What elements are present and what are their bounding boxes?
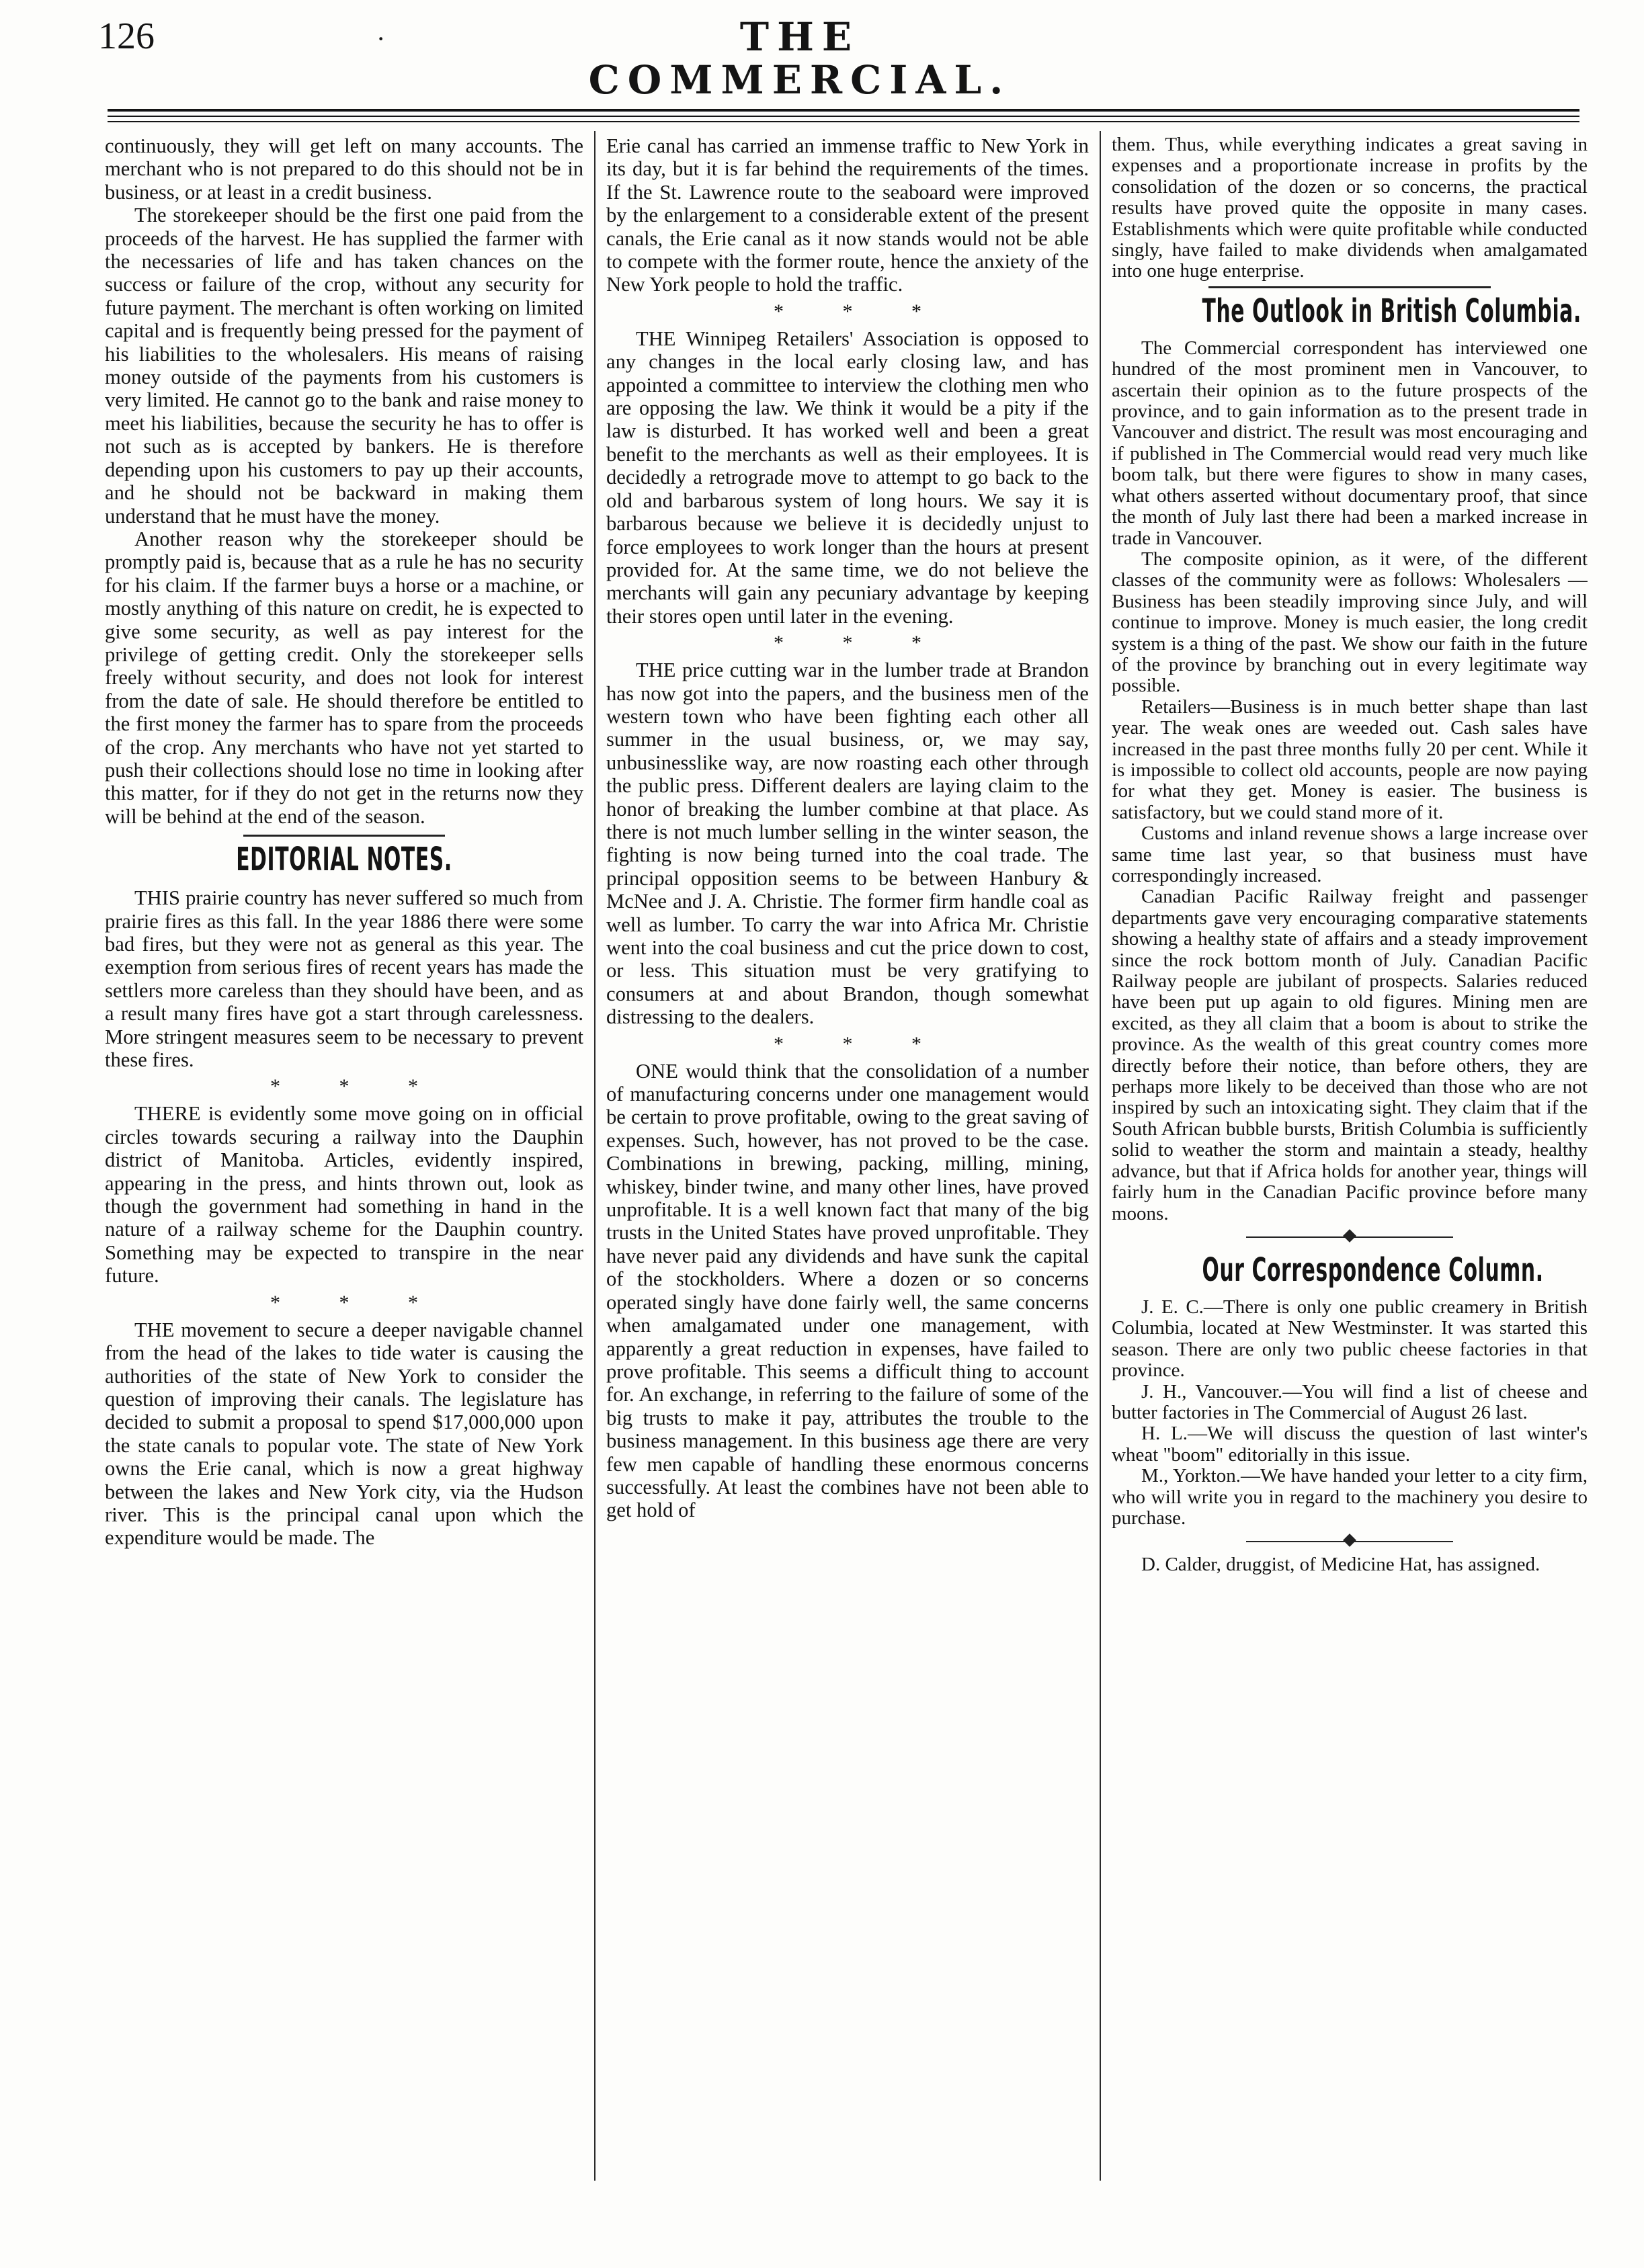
page-number: 126 <box>98 15 155 57</box>
col1-paragraph-3: Another reason why the storekeeper should be promptly paid is, because that as a rule he has no security for his claim. If the farmer buys a horse or a machine, or mostly anything of this nature on credit, he is expected to give some security, as well as pay interest for the privilege of getting credit. Only the storekeeper sells freely without security, and does not look for interest from the date of sale. He should therefore be entitled to the first money the farmer has to spare from the proceeds of the crop. Any merchants who have not yet started to push their collections should lose no time in looking after this matter, for if they do not get in the returns now they will be behind at the end of the season. <box>105 527 583 828</box>
col3-outlook-5: Canadian Pacific Railway freight and passenger departments gave very encouraging comparative statements showing a healthy state of affairs and a steady improvement since the rock bottom month of July. Canadian Pacific Railway people are jubilant of prospects. Salaries reduced have been put up again to old figures. Mining men are excited, as they all claim that a boom is about to strike the province. As the wealth of this great country comes more directly before their notice, than before others, they are perhaps more likely to be deceived than those who are not inspired by such an intoxicating sight. They claim that if the South African bubble bursts, British Columbia is sufficiently solid to weather the storm and maintain a steady, healthy advance, but that if Africa holds for another year, things will fairly hum in the Canadian Pacific province before many moons. <box>1112 886 1588 1224</box>
col1-editorial-1: THIS prairie country has never suffered so much from prairie fires as this fall. In the year 1886 there were some bad fires, but they were not as general as this year. The exemption from serious fires of recent years has made the settlers more careless than they should have been, and as a result many fires have got a start through carelessness. More stringent measures seem to be necessary to prevent these fires. <box>105 886 583 1072</box>
editorial-notes-heading: EDITORIAL NOTES. <box>236 841 452 879</box>
col2-paragraph-4: ONE would think that the consolidation of a number of manufacturing concerns under one management would be certain to prove profitable, owing to the great saving of expenses. Such, however, has not proved to be the case. Combinations in brewing, packing, milling, mining, whiskey, binder twine, and many other lines, have proved unprofitable. It is a well known fact that many of the big trusts in the United States have proved unprofitable. They have never paid any dividends and have sunk the capital of the stockholders. Where a dozen or so concerns operated singly have done fairly well, the same concerns when amalgamated under one management, with apparently a great reduction in expenses, have failed to prove profitable. This seems a difficult thing to account for. An exchange, in referring to the failure of some of the big trusts to make it pay, attributes the trouble to the business management. In this business age there are very few men capable of handling these enormous concerns successfully. At least the combines have not been able to get hold of <box>606 1059 1089 1522</box>
header-rule-thin-2 <box>108 121 1579 122</box>
star-separator: * * * <box>774 632 948 655</box>
col2-paragraph-3: THE price cutting war in the lumber trade at Brandon has now got into the papers, and the business men of the western town who have been fighting each other all summer in the usual business, or, we may say, unbusinesslike way, are now roasting each other through the public press. Different dealers are laying claim to the honor of breaking the lumber combine at that place. As there is not much lumber selling in the winter season, the fighting is now being turned into the coal trade. The principal opposition seems to be between Hanbury & McNee and J. A. Christie. The former firm handle coal as well as lumber. To carry the war into Africa Mr. Christie went into the coal business and cut the price down to cost, or less. This situation must be very gratifying to consumers at and about Brandon, though somewhat distressing to the dealers. <box>606 659 1089 1029</box>
section-rule <box>1208 286 1491 288</box>
star-separator: * * * <box>270 1291 445 1314</box>
col3-notice: D. Calder, druggist, of Medicine Hat, has assigned. <box>1141 1554 1540 1576</box>
column-2 <box>606 134 1089 2184</box>
col3-outlook-1: The Commercial correspondent has interviewed one hundred of the most prominent men in Vancouver, to ascertain their opinion as to the future prospects of the province, and to gain information as to the present trade in Vancouver and district. The result was most encouraging and if published in The Commercial would read very much like boom talk, but there were figures to show in many cases, what others asserted without documentary proof, that since the month of July last there had been a marked increase in trade in Vancouver. <box>1112 337 1588 549</box>
section-rule <box>243 835 445 837</box>
outlook-heading: The Outlook in British Columbia. <box>1202 292 1581 330</box>
col1-paragraph-2: The storekeeper should be the first one paid from the proceeds of the harvest. He has supplied the farmer with the necessaries of life and has taken chances on the success or failure of the crop, without any security for future payment. The merchant is often working on limited capital and is frequently being pressed for the payment of his liabilities to the wholesalers. His means of raising money outside of the payments from his customers is very limited. He cannot go to the bank and raise money to meet his liabilities, because the security he has to offer is not such as is accepted by bankers. He is therefore depending upon his customers to pay up their accounts, and he should not be backward in making them understand that he must have the money. <box>105 204 583 528</box>
star-separator: * * * <box>774 1032 948 1055</box>
column-rule-2 <box>1100 131 1101 2181</box>
header-rule-thin <box>108 116 1579 117</box>
col3-outlook-3: Retailers—Business is in much better shape than last year. The weak ones are weeded out. Cash sales have increased in the past three months fully 20 per cent. While it is impossible to collect old accounts, people are now paying for what they get. Money is easier. The business is satisfactory, but we could stand more of it. <box>1112 696 1588 823</box>
ornament-divider <box>1112 1531 1588 1552</box>
col3-letter-4: M., Yorkton.—We have handed your letter to a city firm, who will write you in regard to the machinery you desire to purchase. <box>1112 1465 1588 1529</box>
col1-editorial-3: THE movement to secure a deeper navigable channel from the head of the lakes to tide water is causing the authorities of the state of New York to consider the question of improving their canals. The legislature has decided to submit a proposal to spend $17,000,000 upon the state canals to popular vote. The state of New York owns the Erie canal, which is now a great highway between the lakes and New York city, via the Hudson river. This is the principal canal upon which the expenditure would be made. The <box>105 1318 583 1550</box>
column-1 <box>105 134 583 2184</box>
col1-editorial-2: THERE is evidently some move going on in official circles towards securing a railway into the Dauphin district of Manitoba. Articles, evidently inspired, appearing in the press, and hints thrown out, look as though the government had something in hand in the nature of a railway scheme for the Dauphin country. Something may be expected to transpire in the near future. <box>105 1102 583 1288</box>
column-3 <box>1112 134 1588 2184</box>
column-rule-1 <box>594 131 595 2181</box>
header-rule-thick <box>108 109 1579 112</box>
col3-letter-1: J. E. C.—There is only one public creamery in British Columbia, located at New Westminster. It was started this season. There are only two public cheese factories in that province. <box>1112 1296 1588 1382</box>
masthead-title: THE COMMERCIAL. <box>588 14 1012 103</box>
correspondence-heading: Our Correspondence Column. <box>1202 1251 1544 1289</box>
star-separator: * * * <box>270 1075 445 1098</box>
col3-paragraph-1: them. Thus, while everything indicates a great saving in expenses and a proportionate increase in profits by the consolidation of the dozen or so concerns, the practical results have proved quite the opposite in many cases. Establishments which were quite profitable while conducted singly, have failed to make dividends when amalgamated into one huge enterprise. <box>1112 134 1588 282</box>
masthead-ornament: · <box>376 24 386 54</box>
col3-outlook-2: The composite opinion, as it were, of the different classes of the community were as follows: Wholesalers — Business has been steadily improving since July, and will continue to improve. Money is much easier, the long credit system is a thing of the past. We show our faith in the future of the province by branching out in every legitimate way possible. <box>1112 548 1588 697</box>
ornament-divider <box>1112 1227 1588 1247</box>
col3-letter-2: J. H., Vancouver.—You will find a list of cheese and butter factories in The Commercial of August 26 last. <box>1112 1380 1588 1423</box>
star-separator: * * * <box>774 300 948 323</box>
col3-letter-3: H. L.—We will discuss the question of last winter's wheat "boom" editorially in this issue. <box>1112 1423 1588 1466</box>
col3-outlook-4: Customs and inland revenue shows a large increase over same time last year, so that business must have correspondingly increased. <box>1112 823 1588 886</box>
col2-paragraph-2: THE Winnipeg Retailers' Association is opposed to any changes in the local early closing law, and has appointed a committee to interview the clothing men who are opposing the law. We think it would be a pity if the law is disturbed. It has worked well and been a great benefit to the merchants as well as their employees. It is decidedly a retrograde move to attempt to go back to the old and barbarous system of long hours. We say it is barbarous because we believe it is decidedly unjust to force employees to work longer than the hours at present provided for. At the same time, we do not believe the merchants will gain any pecuniary advantage by keeping their stores open until later in the evening. <box>606 327 1089 628</box>
col1-paragraph-1: continuously, they will get left on many accounts. The merchant who is not prepared to do this should not be in business, or at least in a credit business. <box>105 134 583 204</box>
col2-paragraph-1: Erie canal has carried an immense traffic to New York in its day, but it is far behind the requirements of the times. If the St. Lawrence route to the seaboard were improved by the enlargement to a considerable extent of the present canals, the Erie canal as it now stands would not be able to compete with the former route, hence the anxiety of the New York people to hold the traffic. <box>606 134 1089 296</box>
